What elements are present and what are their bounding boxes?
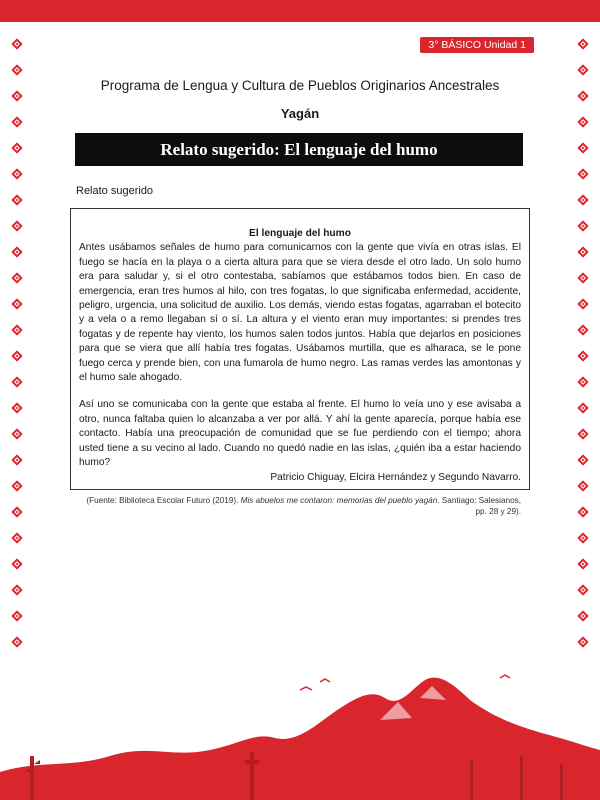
diamond-icon — [11, 272, 22, 283]
story-title-bar: Relato sugerido: El lenguaje del humo — [75, 133, 523, 166]
source-citation — [79, 495, 521, 517]
source-book-title: Mis abuelos me contaron: memorias del pueblo yagán — [240, 495, 438, 505]
subject-heading: Yagán — [280, 106, 320, 121]
story-paragraph: Antes usábamos señales de humo para comunicarnos con la gente que vivía en otras islas. El fuego se hacía en la playa o a cierta altura para que se viera desde el otro lado. Un solo humo era para saludar y, si el otro contestaba, sabíamos que estábamos todos bien. En caso de emergencia, eran tres humos al hilo, con tres fogatas, lo que significaba enfermedad, accidente, peligro, urgencia, una solicitud de auxilio. Los demás, viendo estas fogatas, agarraban el botecito y a vela o a remo llegaban sí o sí. La altura y el viento eran muy importantes: si prendes tres fogatas y de repente hay viento, los humos salen todos juntos. Había que dejarlos en posiciones para que se viera que allí había tres fogatas. Usábamos murtilla, que es alharaca, se le pone fuego cerca y prende bien, con una fumarola de humo negro. Las ramas verdes las amontonas y el humo sale ahogado. — [79, 242, 521, 384]
diamond-icon — [11, 168, 22, 179]
program-title: Programa de Lengua y Cultura de Pueblos Originarios Ancestrales — [100, 78, 500, 93]
source-suffix: . Santiago: Salesianos, pp. 28 y 29). — [437, 495, 521, 516]
left-ornament-column — [9, 40, 25, 664]
diamond-icon — [577, 220, 588, 231]
top-band — [0, 0, 600, 22]
right-ornament-column — [575, 40, 591, 664]
diamond-icon — [577, 558, 588, 569]
diamond-icon — [11, 428, 22, 439]
landscape-silhouette-icon — [0, 660, 600, 800]
diamond-icon — [11, 350, 22, 361]
diamond-icon — [577, 324, 588, 335]
diamond-icon — [11, 506, 22, 517]
diamond-icon — [11, 194, 22, 205]
diamond-icon — [577, 64, 588, 75]
diamond-icon — [577, 584, 588, 595]
source-prefix: (Fuente: Biblioteca Escolar Futuro (2019). — [86, 495, 241, 505]
diamond-icon — [577, 38, 588, 49]
diamond-icon — [11, 376, 22, 387]
diamond-icon — [11, 532, 22, 543]
diamond-icon — [577, 428, 588, 439]
diamond-icon — [11, 610, 22, 621]
diamond-icon — [11, 636, 22, 647]
story-title: El lenguaje del humo — [249, 228, 351, 239]
diamond-icon — [577, 610, 588, 621]
diamond-icon — [11, 402, 22, 413]
diamond-icon — [577, 168, 588, 179]
story-author: Patricio Chiguay, Elcira Hernández y Segundo Navarro. — [270, 471, 521, 483]
diamond-icon — [11, 454, 22, 465]
diamond-icon — [11, 246, 22, 257]
diamond-icon — [11, 324, 22, 335]
diamond-icon — [577, 506, 588, 517]
story-paragraph: Así uno se comunicaba con la gente que estaba al frente. El humo lo veía uno y ese avisaba a otro, nunca faltaba quien lo alcanzaba a ver por allá. Y ahí la gente aparecía, porque había ese contacto. Había una preocupación de comunidad que se fue perdiendo con el tiempo; ahora usted tiene a su vecino al lado. Cuando no quedó nadie en las islas, ¿quién iba a estar haciendo humo? — [79, 399, 521, 469]
section-label: Relato sugerido — [76, 185, 154, 197]
diamond-icon — [577, 272, 588, 283]
diamond-icon — [577, 298, 588, 309]
diamond-icon — [11, 142, 22, 153]
diamond-icon — [577, 402, 588, 413]
diamond-icon — [577, 376, 588, 387]
diamond-icon — [11, 584, 22, 595]
diamond-icon — [11, 64, 22, 75]
diamond-icon — [577, 142, 588, 153]
diamond-icon — [577, 246, 588, 257]
diamond-icon — [577, 194, 588, 205]
level-tag: 3° BÁSICO Unidad 1 — [420, 37, 534, 53]
diamond-icon — [11, 298, 22, 309]
diamond-icon — [577, 454, 588, 465]
diamond-icon — [11, 220, 22, 231]
diamond-icon — [11, 38, 22, 49]
diamond-icon — [577, 636, 588, 647]
diamond-icon — [577, 480, 588, 491]
story-box — [70, 208, 530, 516]
diamond-icon — [577, 350, 588, 361]
diamond-icon — [11, 558, 22, 569]
diamond-icon — [577, 532, 588, 543]
diamond-icon — [11, 480, 22, 491]
